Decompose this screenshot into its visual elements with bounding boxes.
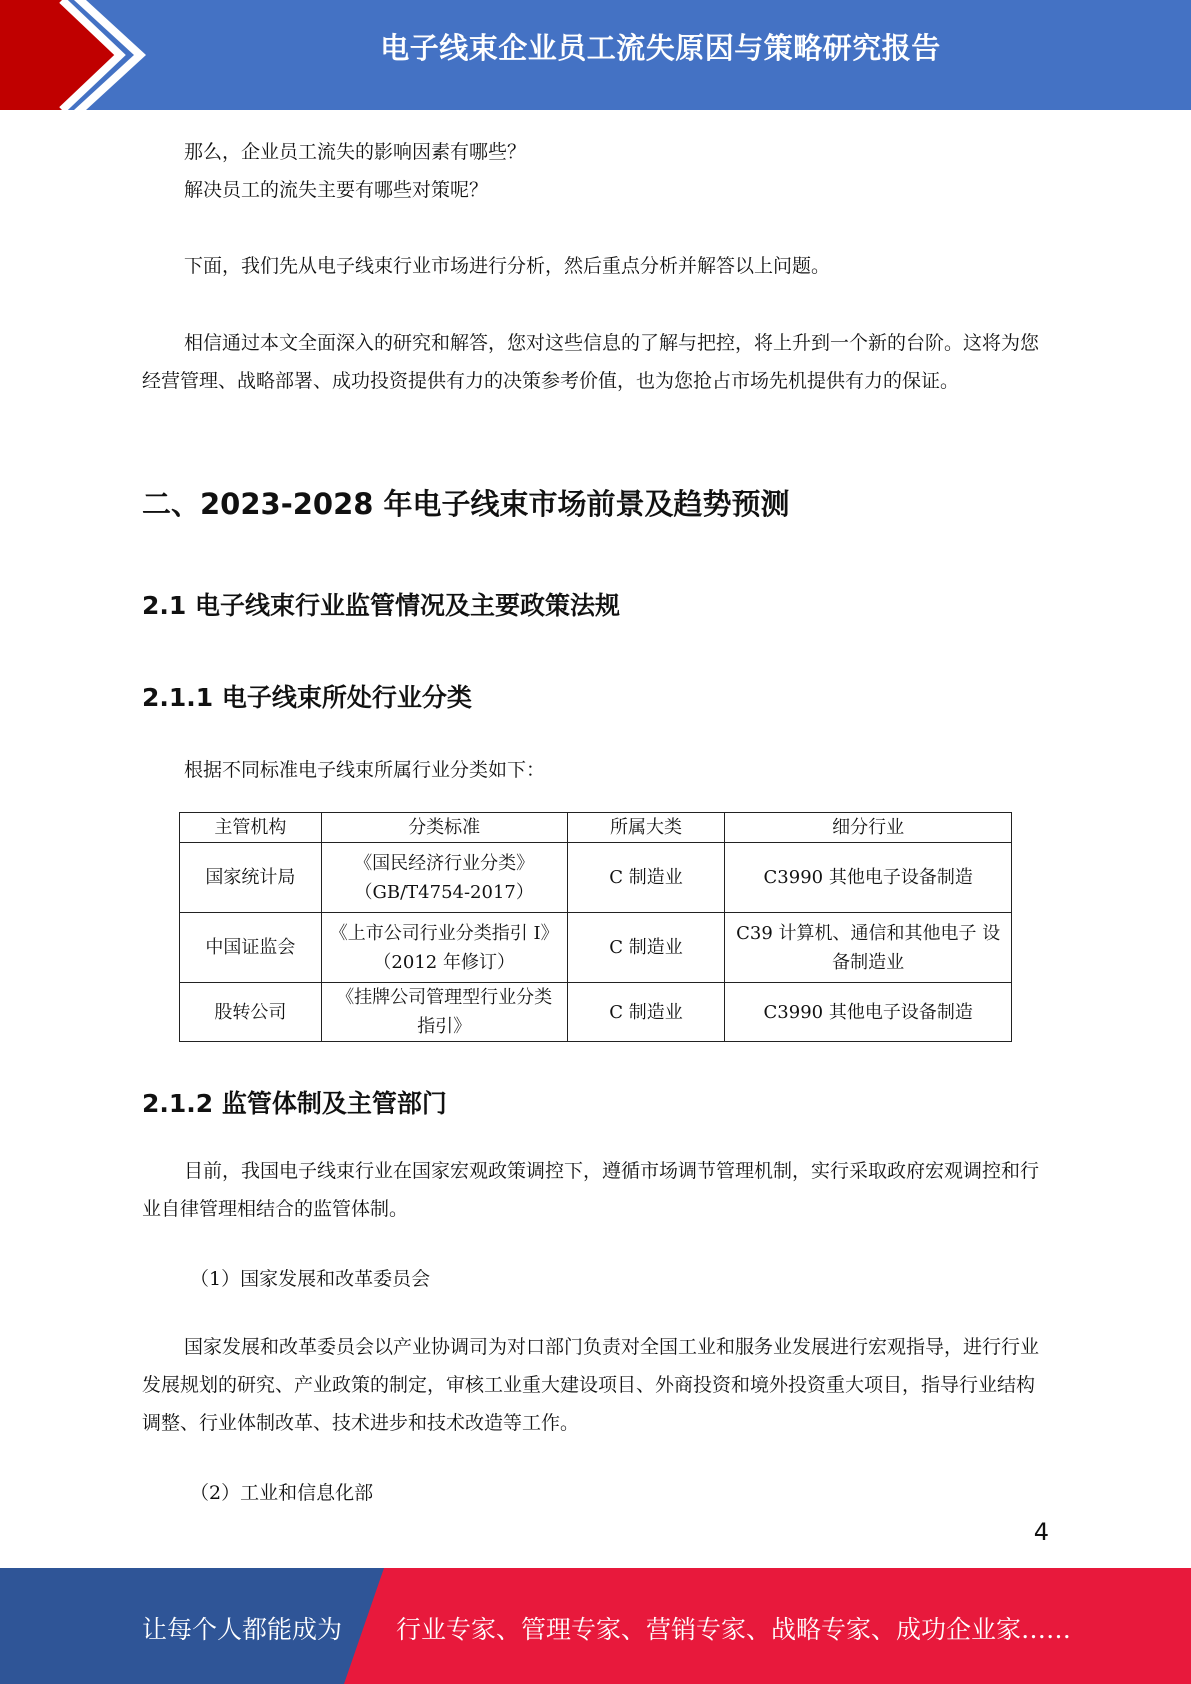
list-item-1: （1）国家发展和改革委员会 xyxy=(190,1268,431,1290)
page-header xyxy=(0,0,1191,110)
section-heading-2: 二、2023-2028 年电子线束市场前景及趋势预测 xyxy=(142,487,790,521)
cell-subindustry: C3990 其他电子设备制造 xyxy=(725,983,1012,1042)
header-category: 所属大类 xyxy=(567,813,725,843)
cell-subindustry: C3990 其他电子设备制造 xyxy=(725,843,1012,913)
page-footer xyxy=(0,1568,1191,1684)
header-standard: 分类标准 xyxy=(321,813,567,843)
footer-slogan-right: 行业专家、管理专家、营销专家、战略专家、成功企业家…… xyxy=(396,1615,1072,1644)
cell-category: C 制造业 xyxy=(567,913,725,983)
cell-authority: 国家统计局 xyxy=(180,843,322,913)
header-subindustry: 细分行业 xyxy=(725,813,1012,843)
cell-authority: 股转公司 xyxy=(180,983,322,1042)
industry-classification-table xyxy=(179,812,1012,1042)
ndrc-paragraph: 国家发展和改革委员会以产业协调司为对口部门负责对全国工业和服务业发展进行宏观指导，进行行业发展规划的研究、产业政策的制定，审核工业重大建设项目、外商投资和境外投资重大项目，指导行业结构调整、行业体制改革、技术进步和技术改造等工作。 xyxy=(142,1336,1040,1434)
cell-category: C 制造业 xyxy=(567,983,725,1042)
cell-subindustry: C39 计算机、通信和其他电子 设备制造业 xyxy=(725,913,1012,983)
cell-authority: 中国证监会 xyxy=(180,913,322,983)
section-heading-2-1-2: 2.1.2 监管体制及主管部门 xyxy=(142,1089,447,1118)
table-header-row xyxy=(180,813,1012,843)
table-row xyxy=(180,843,1012,913)
table-row xyxy=(180,983,1012,1042)
intro-question-2: 解决员工的流失主要有哪些对策呢？ xyxy=(184,179,489,201)
list-item-2: （2）工业和信息化部 xyxy=(190,1482,374,1504)
intro-paragraph-2: 相信通过本文全面深入的研究和解答，您对这些信息的了解与把控，将上升到一个新的台阶。这将为您经营管理、战略部署、成功投资提供有力的决策参考价值，也为您抢占市场先机提供有力的保证。 xyxy=(142,332,1040,392)
report-title: 电子线束企业员工流失原因与策略研究报告 xyxy=(380,31,941,65)
intro-question-1: 那么，企业员工流失的影响因素有哪些？ xyxy=(184,141,527,163)
section-heading-2-1: 2.1 电子线束行业监管情况及主要政策法规 xyxy=(142,591,620,620)
header-authority: 主管机构 xyxy=(180,813,322,843)
regulation-paragraph: 目前，我国电子线束行业在国家宏观政策调控下，遵循市场调节管理机制，实行采取政府宏观调控和行业自律管理相结合的监管体制。 xyxy=(142,1160,1040,1220)
table-lead-text: 根据不同标准电子线束所属行业分类如下： xyxy=(184,759,546,781)
intro-paragraph-1: 下面，我们先从电子线束行业市场进行分析，然后重点分析并解答以上问题。 xyxy=(184,255,831,277)
cell-standard: 《国民经济行业分类》（GB/T4754-2017） xyxy=(321,843,567,913)
cell-standard: 《上市公司行业分类指引 I》（2012 年修订） xyxy=(321,913,567,983)
cell-category: C 制造业 xyxy=(567,843,725,913)
footer-slogan-left: 让每个人都能成为 xyxy=(142,1615,343,1644)
section-heading-2-1-1: 2.1.1 电子线束所处行业分类 xyxy=(142,683,472,712)
table-row xyxy=(180,913,1012,983)
cell-standard: 《挂牌公司管理型行业分类指引》 xyxy=(321,983,567,1042)
page-number: 4 xyxy=(1033,1518,1049,1546)
red-arrow-icon xyxy=(0,0,200,110)
